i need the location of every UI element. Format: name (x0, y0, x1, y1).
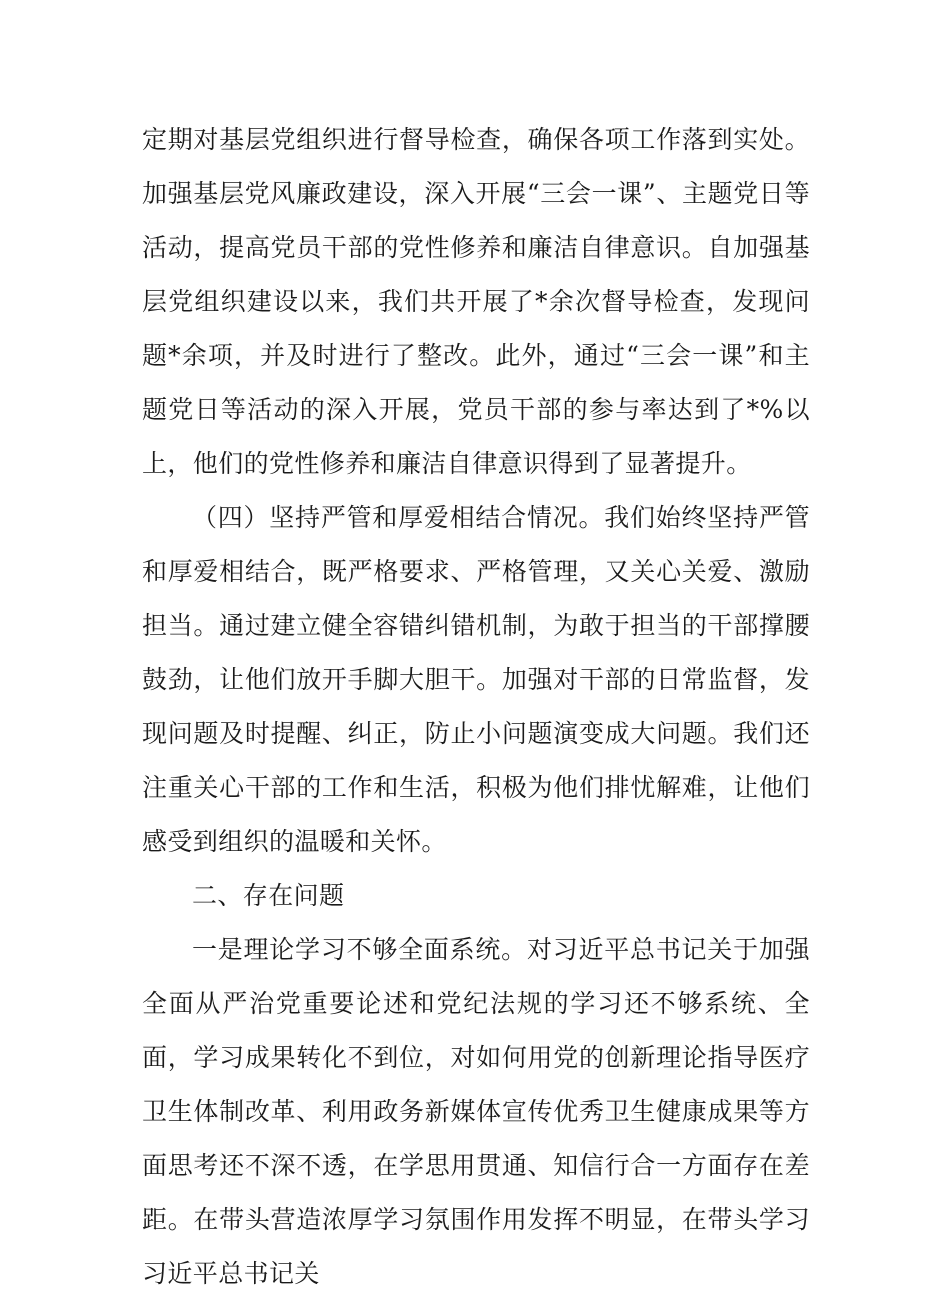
paragraph-continuation: 定期对基层党组织进行督导检查，确保各项工作落到实处。加强基层党风廉政建设，深入开展“三会一课”、主题党日等活动，提高党员干部的党性修养和廉洁自律意识。自加强基层党组织建设以来，我们共开展了*余次督导检查，发现问题*余项，并及时进行了整改。此外，通过“三会一课”和主题党日等活动的深入开展，党员干部的参与率达到了*%以上，他们的党性修养和廉洁自律意识得到了显著提升。 (142, 125, 810, 478)
section-heading-problems: 二、存在问题 (192, 881, 345, 910)
paragraph-section-four: （四）坚持严管和厚爱相结合情况。我们始终坚持严管和厚爱相结合，既严格要求、严格管理，又关心关爱、激励担当。通过建立健全容错纠错机制，为敢于担当的干部撑腰鼓劲，让他们放开手脚大胆干。加强对干部的日常监督，发现问题及时提醒、纠正，防止小问题演变成大问题。我们还注重关心干部的工作和生活，积极为他们排忧解难，让他们感受到组织的温暖和关怀。 (142, 503, 810, 856)
paragraph-problem-one: 一是理论学习不够全面系统。对习近平总书记关于加强全面从严治党重要论述和党纪法规的学习还不够系统、全面，学习成果转化不到位，对如何用党的创新理论指导医疗卫生体制改革、利用政务新媒体宣传优秀卫生健康成果等方面思考还不深不透，在学思用贯通、知信行合一方面存在差距。在带头营造浓厚学习氛围作用发挥不明显，在带头学习习近平总书记关 (142, 935, 810, 1288)
document-body (142, 113, 810, 1301)
